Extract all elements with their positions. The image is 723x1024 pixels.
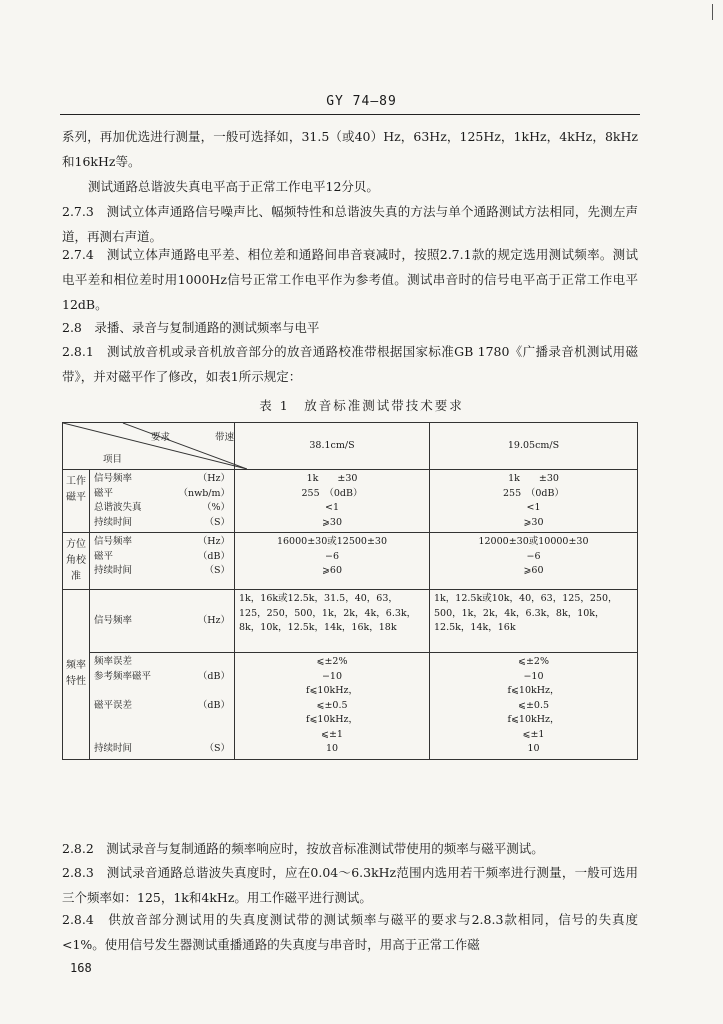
page-number: 168 bbox=[70, 961, 92, 975]
header-req: 要求 bbox=[151, 432, 171, 443]
g1-col1-value: ⩾30 bbox=[321, 516, 343, 528]
g3-tol-col1: ⩽±1 bbox=[321, 728, 343, 740]
header-rule bbox=[60, 114, 640, 115]
col-header-38cm: 38.1cm/S bbox=[235, 423, 430, 470]
paragraph-2-8-3: 2.8.3 测试录音通路总谐波失真度时，应在0.04～6.3kHz范围内选用若干频率进行测量，一般可选用三个频率如：125，1k和4kHz。用工作磁平进行测试。 bbox=[62, 865, 638, 905]
g1-item: 持续时间 bbox=[94, 516, 133, 528]
g3-dur-col1: 10 bbox=[325, 743, 339, 754]
paragraph-2-8-2: 2.8.2 测试录音与复制通路的频率响应时，按放音标准测试带使用的频率与磁平测试。 bbox=[62, 841, 544, 856]
g3-unit: （S） bbox=[204, 743, 230, 754]
g3-freq-item: 信号频率 bbox=[94, 614, 133, 626]
g3-err-col1: ⩽±2% bbox=[316, 656, 348, 667]
table-caption: 表 1 放音标准测试带技术要求 bbox=[259, 398, 464, 413]
g3-tol-col1: ⩽±0.5 bbox=[316, 699, 348, 711]
g2-item: 磁平 bbox=[94, 550, 114, 562]
header-speed: 带速 bbox=[215, 432, 235, 443]
page-edge-mark bbox=[712, 4, 723, 20]
paragraph-2-8-1: 2.8.1 测试放音机或录音机放音部分的放音通路校准带根据国家标准GB 1780《广播录音机测试用磁带》，并对磁平作了修改，如表1所示规定： bbox=[62, 344, 638, 384]
g3-freq-col1: 1k，16k或12.5k，31.5，40，63，125，250，500，1k，2k，4k，6.3k，8k，10k，12.5k，14k，16k，18k bbox=[235, 590, 430, 653]
g3-freq-col2: 1k，12.5k或10k，40，63，125，250，500，1k，2k，4k，6.3k，8k，10k，12.5k，14k，16k bbox=[430, 590, 638, 653]
paragraph-2-8-4: 2.8.4 供放音部分测试用的失真度测试带的测试频率与磁平的要求与2.8.3款相同，信号的失真度<1%。使用信号发生器测试重播通路的失真度与串音时，用高于正常工作磁 bbox=[62, 912, 638, 952]
g2-col2-value: ⩾60 bbox=[523, 565, 544, 576]
group-frequency-response-freq bbox=[63, 590, 638, 653]
g3-tol-col1: f⩽10kHz， bbox=[305, 714, 359, 725]
g2-unit: （Hz） bbox=[197, 536, 230, 547]
g3-unit: （dB） bbox=[197, 699, 230, 711]
g3-tol-col2: f⩽10kHz， bbox=[507, 685, 560, 696]
group-azimuth bbox=[63, 533, 638, 590]
g1-col1-value: <1 bbox=[324, 502, 339, 513]
g3-unit: （dB） bbox=[197, 670, 230, 682]
g3-ref-col1: −10 bbox=[321, 670, 343, 682]
paragraph-2-7-3: 2.7.3 测试立体声通路信号噪声比、幅频特性和总谐波失真的方法与单个通路测试方法相同，先测左声道，再测右声道。 bbox=[62, 204, 638, 244]
g1-col2-value: 1k ±30 bbox=[508, 473, 559, 484]
g2-col1-value: ⩾60 bbox=[321, 565, 343, 576]
section-2-8-heading: 2.8 录播、录音与复制通路的测试频率与电平 bbox=[62, 320, 320, 335]
g2-col1-value: −6 bbox=[324, 550, 339, 562]
g2-col2-value: −6 bbox=[526, 550, 541, 562]
g3-freq-unit: （Hz） bbox=[197, 614, 230, 626]
g2-col2-value: 12000±30或10000±30 bbox=[478, 536, 589, 547]
diagonal-lines bbox=[63, 423, 247, 469]
standard-header: GY 74—89 bbox=[326, 94, 397, 109]
group-frequency-response-levels bbox=[63, 653, 638, 760]
g1-col2-value: 255 （0dB） bbox=[503, 487, 564, 499]
g3-tol-col1: f⩽10kHz， bbox=[305, 685, 359, 696]
g1-col2-value: ⩾30 bbox=[523, 516, 544, 528]
g1-unit: （nwb/m） bbox=[178, 487, 230, 499]
g2-unit: （dB） bbox=[197, 550, 230, 562]
group-working-level bbox=[63, 470, 638, 533]
paragraph-2-7-4: 2.7.4 测试立体声通路电平差、相位差和通路间串音衰减时，按照2.7.1款的规定选用测试频率。测试电平差和相位差时用1000Hz信号正常工作电平作为参考值。测试串音时的信号电平高于正常工作电平12dB。 bbox=[62, 247, 638, 312]
group-label-working: 工作磁平 bbox=[63, 470, 90, 533]
paragraph-1: 系列，再加优选进行测量，一般可选择如，31.5（或40）Hz，63Hz，125Hz，1kHz，4kHz，8kHz和16kHz等。 bbox=[62, 129, 638, 169]
g3-dur-col2: 10 bbox=[527, 743, 540, 754]
g3-item: 持续时间 bbox=[94, 743, 133, 754]
table-1 bbox=[62, 422, 638, 760]
g3-tol-col2: f⩽10kHz， bbox=[507, 714, 560, 725]
g1-item: 总谐波失真 bbox=[94, 502, 142, 513]
g2-item: 持续时间 bbox=[94, 565, 133, 576]
g2-unit: （S） bbox=[204, 565, 230, 576]
g1-col1-value: 1k ±30 bbox=[306, 473, 358, 484]
g1-col1-value: 255 （0dB） bbox=[301, 487, 363, 499]
g1-unit: （%） bbox=[201, 502, 230, 513]
g2-col1-value: 16000±30或12500±30 bbox=[276, 536, 388, 547]
group-label-azimuth: 方位角校准 bbox=[63, 533, 90, 590]
g3-tol-col2: ⩽±0.5 bbox=[517, 699, 550, 711]
g1-item: 信号频率 bbox=[94, 473, 133, 484]
header-item: 项目 bbox=[103, 454, 123, 465]
table-diagonal-header bbox=[63, 423, 235, 470]
g3-ref-col2: −10 bbox=[523, 670, 544, 682]
g3-err-col2: ⩽±2% bbox=[518, 656, 549, 667]
g3-item: 磁平误差 bbox=[94, 699, 133, 711]
paragraph-2: 测试通路总谐波失真电平高于正常工作电平12分贝。 bbox=[88, 179, 379, 194]
g1-unit: （S） bbox=[204, 516, 230, 528]
g1-unit: （Hz） bbox=[197, 473, 230, 484]
g3-tol-col2: ⩽±1 bbox=[522, 728, 545, 740]
group-label-frequency: 频率特性 bbox=[63, 590, 90, 760]
g2-item: 信号频率 bbox=[94, 536, 133, 547]
g3-item: 参考频率磁平 bbox=[94, 670, 152, 682]
col-header-19cm: 19.05cm/S bbox=[430, 423, 638, 470]
g1-col2-value: <1 bbox=[526, 502, 541, 513]
g1-item: 磁平 bbox=[94, 487, 114, 499]
g3-item: 频率误差 bbox=[94, 656, 133, 667]
